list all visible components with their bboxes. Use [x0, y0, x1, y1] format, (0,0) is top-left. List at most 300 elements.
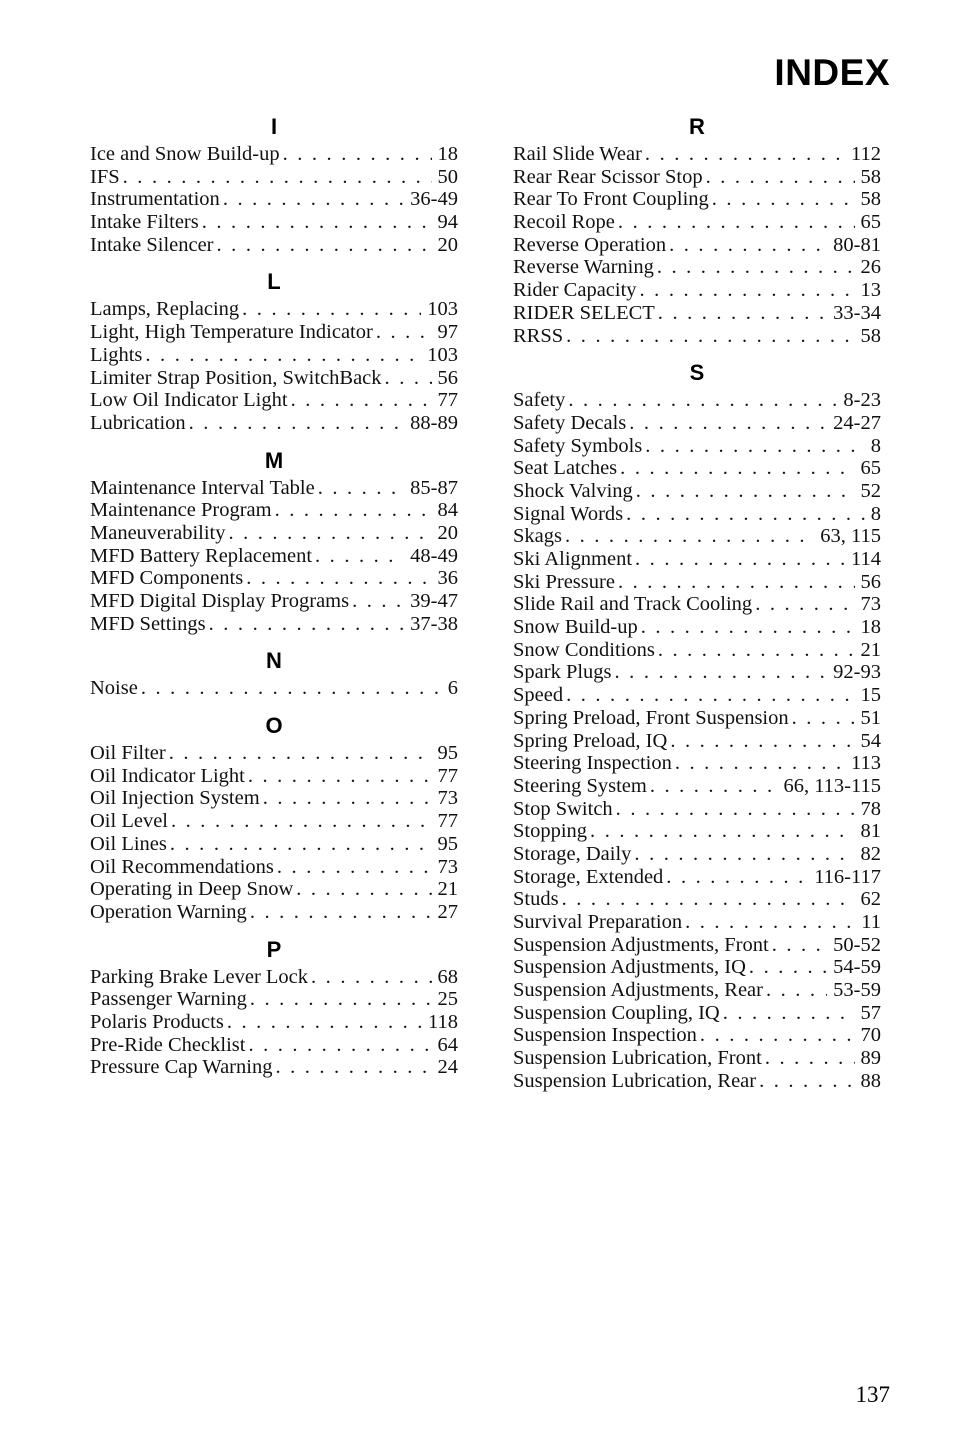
index-entry [513, 888, 881, 911]
index-entry [90, 567, 458, 590]
index-entry [90, 878, 458, 901]
dot-leader [749, 956, 827, 979]
index-entry [513, 412, 881, 435]
entry-term: Suspension Coupling, IQ [513, 1001, 720, 1024]
index-entry [90, 211, 458, 234]
index-entry [513, 188, 881, 211]
index-entry [90, 765, 458, 788]
index-entry [513, 775, 881, 798]
entry-pages: 24-27 [833, 411, 881, 434]
entry-term: MFD Digital Display Programs [90, 590, 350, 612]
index-entry [513, 166, 881, 189]
dot-leader [242, 298, 421, 321]
dot-leader [311, 966, 431, 989]
entry-term: Oil Recommendations [90, 855, 274, 878]
entry-term: Suspension Lubrication, Front [513, 1047, 762, 1070]
index-entry [90, 143, 458, 166]
section-letter: N [266, 648, 282, 674]
entry-pages: 21 [860, 638, 881, 661]
index-entry [513, 457, 881, 480]
index-entry [90, 1034, 458, 1057]
index-section [90, 112, 458, 256]
index-section [90, 935, 458, 1079]
entry-pages: 56 [437, 366, 458, 389]
dot-leader [666, 866, 808, 889]
entry-pages: 20 [437, 521, 458, 544]
entry-pages: 39-47 [410, 590, 458, 612]
index-entry [90, 677, 458, 700]
entry-term: Steering System [513, 774, 647, 797]
index-entry [513, 435, 881, 458]
entry-term: Suspension Adjustments, Front [513, 933, 769, 956]
entry-term: Reverse Warning [513, 256, 654, 279]
entry-term: Oil Filter [90, 742, 166, 765]
index-entry [513, 302, 881, 325]
dot-leader [618, 571, 855, 594]
dot-leader [618, 211, 855, 234]
entry-term: Speed [513, 684, 564, 707]
entry-term: Lamps, Replacing [90, 298, 240, 321]
dot-leader [641, 616, 855, 639]
dot-leader [657, 256, 855, 279]
index-section [90, 446, 458, 636]
dot-leader [227, 1011, 422, 1034]
entry-pages: 103 [427, 343, 458, 366]
entry-pages: 73 [437, 855, 458, 878]
dot-leader [685, 911, 855, 934]
entry-pages: 36-49 [410, 188, 458, 211]
index-entry [513, 684, 881, 707]
index-entry [90, 477, 458, 500]
entry-term: Storage, Extended [513, 865, 664, 888]
entry-pages: 15 [860, 684, 881, 707]
dot-leader [171, 810, 432, 833]
entry-term: Stop Switch [513, 797, 613, 820]
entry-pages: 68 [437, 965, 458, 988]
entry-term: Maintenance Program [90, 499, 272, 522]
index-entry [90, 988, 458, 1011]
dot-leader [376, 321, 432, 344]
entry-pages: 88 [860, 1069, 881, 1092]
entry-term: Safety Symbols [513, 434, 643, 457]
entry-term: MFD Settings [90, 612, 206, 635]
dot-leader [712, 188, 855, 211]
entry-pages: 92-93 [833, 661, 881, 684]
entry-term: Light, High Temperature Indicator [90, 321, 373, 344]
dot-leader [700, 1024, 855, 1047]
entry-pages: 118 [428, 1010, 458, 1033]
index-entry [513, 730, 881, 753]
dot-leader [275, 1056, 431, 1079]
dot-leader [772, 934, 827, 957]
entry-term: Limiter Strap Position, SwitchBack [90, 366, 382, 389]
entry-pages: 26 [860, 256, 881, 279]
section-letter: R [689, 114, 705, 139]
index-entry [513, 866, 881, 889]
entry-term: Rail Slide Wear [513, 143, 642, 165]
dot-leader [765, 1047, 855, 1070]
entry-pages: 116-117 [814, 865, 881, 888]
index-entry [513, 956, 881, 979]
dot-leader [209, 613, 405, 636]
index-entry [90, 367, 458, 390]
page-number: 137 [855, 1382, 890, 1407]
entry-pages: 66, 113-115 [783, 774, 881, 797]
index-entry [513, 525, 881, 548]
index-entry [513, 820, 881, 843]
dot-leader [766, 979, 827, 1002]
dot-leader [759, 1070, 854, 1093]
entry-term: Passenger Warning [90, 988, 247, 1011]
entry-term: Oil Lines [90, 832, 167, 855]
index-entry [513, 798, 881, 821]
dot-leader [263, 787, 432, 810]
dot-leader [315, 545, 404, 568]
dot-leader [620, 457, 854, 480]
index-entry [90, 856, 458, 879]
entry-term: Studs [513, 888, 559, 911]
index-entry [513, 389, 881, 412]
index-entry [513, 707, 881, 730]
dot-leader [248, 765, 432, 788]
entry-pages: 21 [437, 878, 458, 901]
index-entry [513, 571, 881, 594]
index-entry [90, 321, 458, 344]
dot-leader [658, 302, 827, 325]
dot-leader [615, 661, 828, 684]
dot-leader [562, 888, 855, 911]
index-entry [513, 143, 881, 166]
entry-term: Ice and Snow Build-up [90, 143, 280, 165]
section-letter: P [266, 936, 282, 962]
section-letter: O [265, 713, 283, 739]
dot-leader [590, 820, 854, 843]
entry-term: Suspension Adjustments, IQ [513, 956, 746, 979]
entry-term: Maintenance Interval Table [90, 476, 315, 499]
entry-pages: 52 [860, 479, 881, 502]
entry-term: Stopping [513, 820, 588, 843]
entry-pages: 54 [860, 729, 881, 752]
entry-pages: 50-52 [833, 933, 881, 956]
entry-pages: 77 [437, 389, 458, 412]
index-entry [513, 325, 881, 348]
index-section [90, 646, 458, 700]
dot-leader [277, 856, 432, 879]
dot-leader [565, 525, 814, 548]
index-entry [513, 234, 881, 257]
entry-term: Lubrication [90, 411, 186, 434]
entry-pages: 77 [437, 764, 458, 787]
entry-pages: 81 [860, 820, 881, 843]
entry-pages: 62 [860, 888, 881, 911]
entry-pages: 80-81 [833, 233, 881, 256]
index-entry [513, 639, 881, 662]
entry-pages: 58 [860, 324, 881, 347]
entry-pages: 70 [860, 1024, 881, 1047]
index-entry [513, 1070, 881, 1093]
dot-leader [626, 503, 865, 526]
entry-term: Operating in Deep Snow [90, 878, 294, 901]
entry-pages: 63, 115 [820, 525, 881, 548]
index-entry [90, 188, 458, 211]
dot-leader [250, 901, 432, 924]
entry-pages: 11 [861, 911, 881, 933]
entry-pages: 53-59 [833, 979, 881, 1002]
dot-leader [170, 833, 432, 856]
entry-term: Safety [513, 389, 566, 412]
index-column-left [90, 112, 458, 1090]
dot-leader [169, 742, 432, 765]
entry-pages: 37-38 [410, 612, 458, 635]
index-section [513, 112, 881, 347]
entry-pages: 89 [860, 1047, 881, 1070]
index-entry [513, 911, 881, 934]
entry-term: RIDER SELECT [513, 301, 655, 324]
dot-leader [123, 166, 432, 189]
index-entry [90, 389, 458, 412]
entry-pages: 103 [427, 298, 458, 321]
index-entry [90, 1011, 458, 1034]
dot-leader [283, 143, 432, 166]
dot-leader [568, 389, 837, 412]
dot-leader [566, 325, 854, 348]
index-entry [90, 166, 458, 189]
index-entry [513, 1047, 881, 1070]
index-entry [90, 298, 458, 321]
entry-term: Maneuverability [90, 521, 226, 544]
index-entry [513, 211, 881, 234]
entry-pages: 54-59 [833, 956, 881, 979]
dot-leader [566, 684, 854, 707]
dot-leader [616, 798, 855, 821]
index-section [90, 267, 458, 434]
entry-term: Rear To Front Coupling [513, 188, 709, 211]
entry-pages: 48-49 [410, 544, 458, 567]
dot-leader [223, 188, 404, 211]
entry-term: Shock Valving [513, 479, 633, 502]
dot-leader [635, 548, 845, 571]
entry-term: Oil Indicator Light [90, 764, 245, 787]
index-entry [90, 613, 458, 636]
entry-term: Oil Injection System [90, 787, 260, 810]
entry-term: Operation Warning [90, 900, 247, 923]
dot-leader [706, 166, 855, 189]
index-entry [513, 934, 881, 957]
entry-pages: 18 [437, 143, 458, 165]
entry-pages: 113 [851, 752, 881, 775]
entry-term: Recoil Rope [513, 211, 615, 234]
index-entry [90, 966, 458, 989]
index-entry [513, 503, 881, 526]
entry-term: Polaris Products [90, 1010, 224, 1033]
entry-pages: 36 [437, 567, 458, 590]
dot-leader [629, 412, 827, 435]
entry-term: Survival Preparation [513, 911, 683, 933]
entry-term: Pressure Cap Warning [90, 1056, 273, 1079]
dot-leader [669, 234, 827, 257]
entry-pages: 82 [860, 842, 881, 865]
section-letter: S [689, 360, 705, 386]
entry-pages: 8 [870, 502, 881, 525]
dot-leader [248, 1034, 431, 1057]
dot-leader [650, 775, 778, 798]
index-entry [513, 752, 881, 775]
index-entry [90, 522, 458, 545]
section-letter: L [267, 269, 281, 295]
entry-term: Intake Silencer [90, 233, 214, 256]
entry-term: Reverse Operation [513, 233, 667, 256]
index-entry [90, 742, 458, 765]
entry-pages: 20 [437, 233, 458, 256]
entry-pages: 65 [860, 211, 881, 234]
dot-leader [189, 412, 405, 435]
index-section [513, 358, 881, 1092]
dot-leader [228, 522, 431, 545]
entry-term: Skags [513, 525, 562, 548]
entry-pages: 95 [437, 832, 458, 855]
entry-pages: 88-89 [410, 411, 458, 434]
entry-term: Storage, Daily [513, 842, 632, 865]
entry-term: IFS [90, 165, 120, 188]
index-entry [513, 979, 881, 1002]
dot-leader [250, 988, 432, 1011]
entry-pages: 65 [860, 457, 881, 480]
index-entry [90, 545, 458, 568]
index-entry [90, 810, 458, 833]
index-entry [513, 661, 881, 684]
entry-pages: 97 [437, 321, 458, 344]
dot-leader [645, 435, 864, 458]
entry-term: MFD Battery Replacement [90, 544, 313, 567]
dot-leader [291, 389, 432, 412]
entry-pages: 95 [437, 742, 458, 765]
entry-pages: 57 [860, 1001, 881, 1024]
entry-pages: 18 [860, 616, 881, 639]
dot-leader [145, 344, 421, 367]
index-entry [513, 843, 881, 866]
dot-leader [217, 234, 432, 257]
entry-pages: 56 [860, 570, 881, 593]
entry-pages: 58 [860, 188, 881, 211]
index-entry [513, 279, 881, 302]
dot-leader [275, 499, 432, 522]
index-entry [90, 499, 458, 522]
section-letter: I [270, 114, 278, 139]
entry-term: Signal Words [513, 502, 624, 525]
dot-leader [296, 878, 431, 901]
entry-pages: 85-87 [410, 476, 458, 499]
index-entry [513, 256, 881, 279]
index-entry [90, 412, 458, 435]
entry-term: Suspension Adjustments, Rear [513, 979, 763, 1002]
entry-term: Snow Conditions [513, 638, 655, 661]
entry-pages: 50 [437, 165, 458, 188]
index-entry [90, 234, 458, 257]
index-entry [513, 593, 881, 616]
dot-leader [634, 843, 854, 866]
entry-term: RRSS [513, 324, 564, 347]
entry-pages: 8 [870, 434, 881, 457]
entry-pages: 25 [437, 988, 458, 1011]
entry-pages: 51 [860, 706, 881, 729]
entry-term: Steering Inspection [513, 752, 672, 775]
entry-term: Suspension Lubrication, Rear [513, 1069, 757, 1092]
index-entry [513, 1024, 881, 1047]
entry-pages: 27 [437, 900, 458, 923]
entry-term: Ski Alignment [513, 548, 633, 570]
dot-leader [141, 677, 442, 700]
index-entry [513, 548, 881, 571]
entry-pages: 114 [851, 548, 881, 570]
entry-term: Snow Build-up [513, 616, 638, 639]
entry-term: MFD Components [90, 567, 244, 590]
entry-term: Rear Rear Scissor Stop [513, 165, 703, 188]
entry-term: Low Oil Indicator Light [90, 389, 288, 412]
entry-term: Parking Brake Lever Lock [90, 965, 309, 988]
dot-leader [202, 211, 432, 234]
entry-pages: 78 [860, 797, 881, 820]
dot-leader [645, 143, 845, 166]
entry-term: Oil Level [90, 810, 168, 833]
index-entry [90, 833, 458, 856]
dot-leader [792, 707, 855, 730]
entry-term: Spark Plugs [513, 661, 612, 684]
entry-term: Lights [90, 343, 143, 366]
entry-pages: 94 [437, 211, 458, 234]
entry-term: Instrumentation [90, 188, 220, 211]
index-entry [513, 616, 881, 639]
entry-term: Intake Filters [90, 211, 199, 234]
index-entry [90, 901, 458, 924]
index-entry [513, 480, 881, 503]
entry-pages: 64 [437, 1033, 458, 1056]
dot-leader [636, 480, 855, 503]
index-entry [90, 590, 458, 613]
dot-leader [670, 730, 854, 753]
entry-term: Noise [90, 677, 138, 700]
entry-pages: 13 [860, 279, 881, 302]
entry-pages: 8-23 [843, 389, 881, 412]
entry-pages: 73 [860, 593, 881, 616]
dot-leader [658, 639, 855, 662]
entry-pages: 6 [447, 677, 458, 700]
entry-pages: 24 [437, 1056, 458, 1079]
entry-pages: 33-34 [833, 301, 881, 324]
dot-leader [352, 590, 404, 613]
entry-pages: 58 [860, 165, 881, 188]
entry-term: Suspension Inspection [513, 1024, 697, 1047]
entry-term: Ski Pressure [513, 570, 615, 593]
dot-leader [385, 367, 432, 390]
dot-leader [640, 279, 855, 302]
entry-pages: 77 [437, 810, 458, 833]
page-title: INDEX [774, 52, 890, 93]
section-letter: M [264, 447, 284, 473]
entry-term: Pre-Ride Checklist [90, 1033, 246, 1056]
entry-term: Seat Latches [513, 457, 618, 480]
dot-leader [675, 752, 845, 775]
index-entry [513, 1002, 881, 1025]
index-entry [90, 787, 458, 810]
dot-leader [755, 593, 854, 616]
index-entry [90, 1056, 458, 1079]
index-column-right [513, 112, 881, 1104]
index-entry [90, 344, 458, 367]
entry-pages: 84 [437, 499, 458, 522]
dot-leader [318, 477, 404, 500]
entry-term: Safety Decals [513, 411, 627, 434]
index-section [90, 711, 458, 924]
